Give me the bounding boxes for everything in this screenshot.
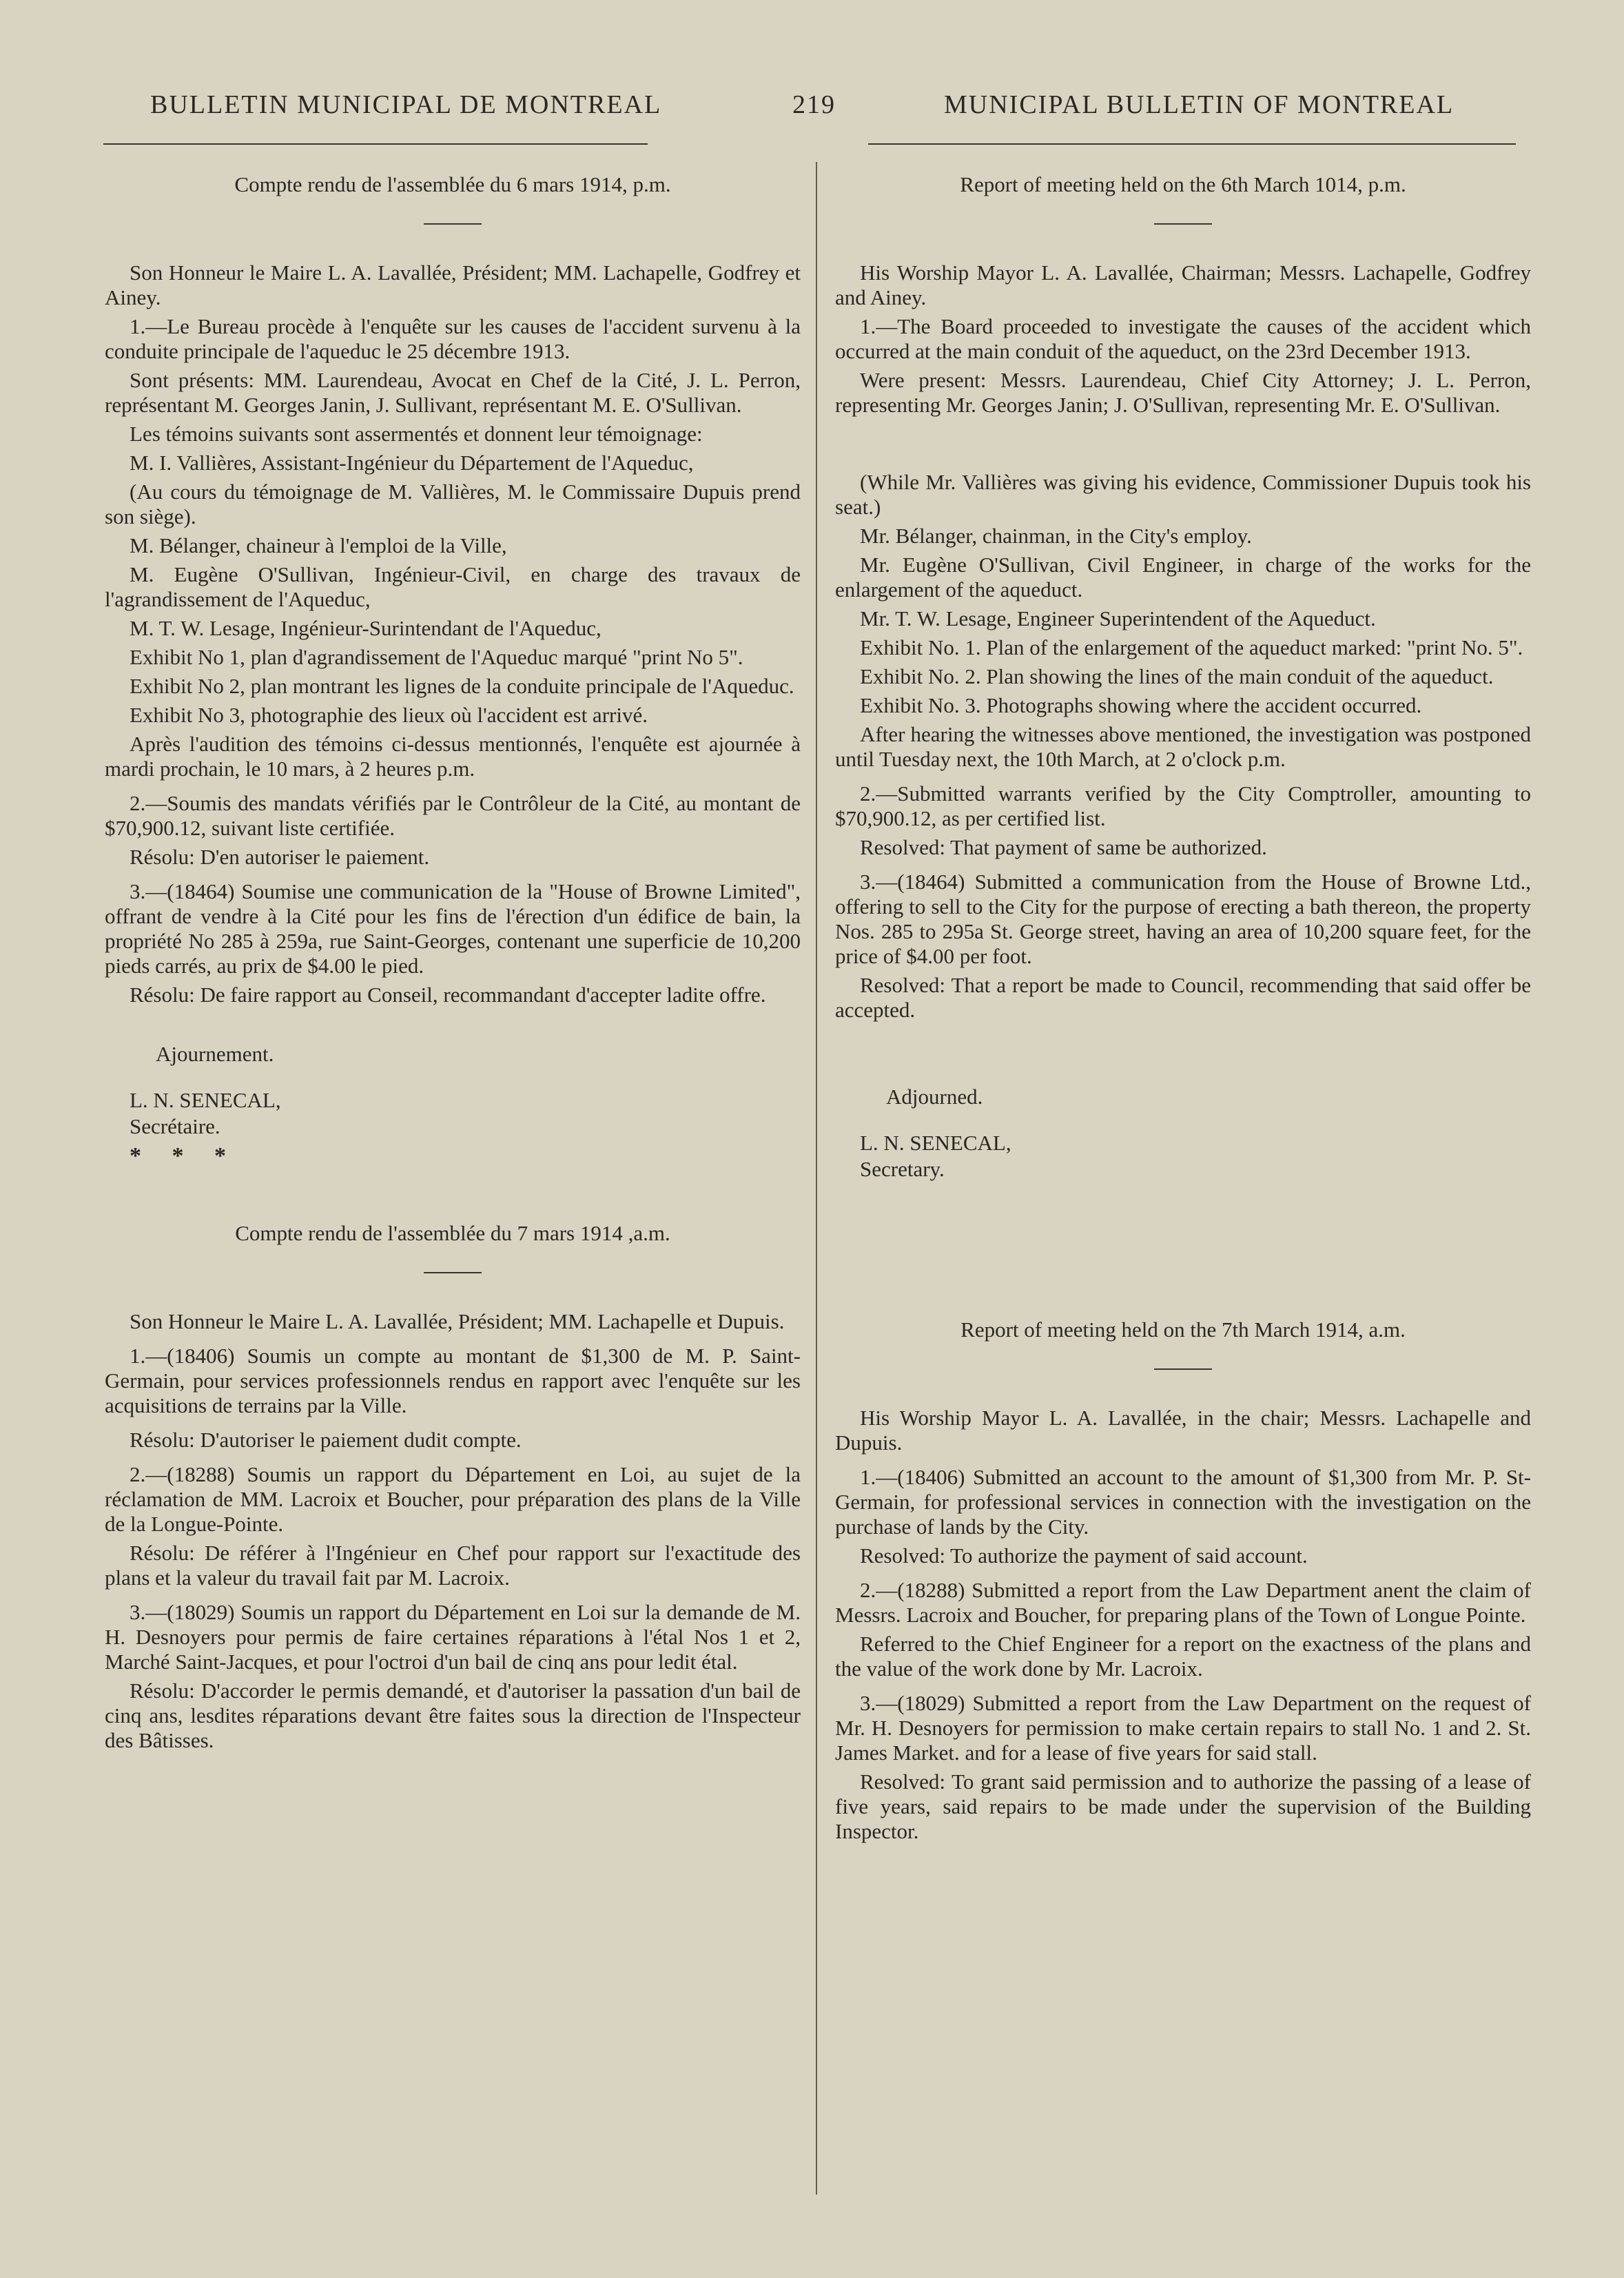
meeting-title-en-2: Report of meeting held on the 7th March 1914, a.m.	[960, 1317, 1406, 1342]
paragraph: Après l'audition des témoins ci-dessus mentionnés, l'enquête est ajournée à mardi prochain, le 10 mars, à 2 heures p.m.	[105, 732, 801, 781]
page-header	[0, 81, 1624, 123]
paragraph: Exhibit No. 2. Plan showing the lines of the main conduit of the aqueduct.	[860, 664, 1494, 688]
title-rule	[1154, 223, 1212, 225]
paragraph: His Worship Mayor L. A. Lavallée, in the chair; Messrs. Lachapelle and Dupuis.	[835, 1406, 1531, 1455]
paragraph: Mr. T. W. Lesage, Engineer Superintendent of the Aqueduct.	[860, 606, 1376, 630]
paragraph: 2.—Soumis des mandats vérifiés par le Contrôleur de la Cité, au montant de $70,900.12, suivant liste certifiée.	[105, 791, 801, 840]
signature-en	[835, 1130, 1531, 1182]
paragraph: 3.—(18029) Submitted a report from the Law Department on the request of Mr. H. Desnoyers for permission to make certain repairs to stall No. 1 and 2. St. James Market. and for a lease of five years for said stall.	[835, 1691, 1531, 1765]
signature-name: L. N. SENECAL,	[130, 1088, 281, 1112]
paragraph: Referred to the Chief Engineer for a report on the exactness of the plans and the value of the work done by Mr. Lacroix.	[835, 1632, 1531, 1681]
page-number: 219	[792, 90, 836, 119]
paragraph: Résolu: De faire rapport au Conseil, recommandant d'accepter ladite offre.	[130, 983, 766, 1007]
signature-role: Secretary.	[860, 1157, 945, 1181]
french-column	[105, 165, 801, 2198]
paragraph: Exhibit No. 1. Plan of the enlargement of the aqueduct marked: "print No. 5".	[860, 635, 1523, 659]
paragraph: Son Honneur le Maire L. A. Lavallée, Président; MM. Lachapelle et Dupuis.	[130, 1309, 785, 1333]
paragraph: 3.—(18464) Soumise une communication de la "House of Browne Limited", offrant de vendre à la Cité pour les fins de l'érection d'un édifice de bain, la propriété No 285 à 259a, rue Saint-Georges, contenant une superficie de 10,200 pieds carrés, au prix de $4.00 le pied.	[105, 879, 801, 978]
paragraph: Mr. Eugène O'Sullivan, Civil Engineer, in charge of the works for the enlargement of the aqueduct.	[835, 553, 1531, 602]
english-column	[835, 165, 1531, 2198]
meeting-title-fr-1: Compte rendu de l'assemblée du 6 mars 1914, p.m.	[234, 172, 671, 196]
paragraph: Résolu: D'accorder le permis demandé, et d'autoriser la passation d'un bail de cinq ans, lesdites réparations devant être faites sous la direction de l'Inspecteur des Bâtisses.	[105, 1679, 801, 1752]
header-rule-left	[103, 143, 648, 145]
paragraph: Were present: Messrs. Laurendeau, Chief City Attorney; J. L. Perron, representing Mr. Georges Janin; J. O'Sullivan, representing Mr. E. O'Sullivan.	[835, 368, 1531, 417]
paragraph: Resolved: That payment of same be authorized.	[860, 835, 1267, 859]
paragraph: 1.—(18406) Soumis un compte au montant de $1,300 de M. P. Saint-Germain, pour services professionnels rendus en rapport avec l'enquête sur les acquisitions de terrains par la Ville.	[105, 1344, 801, 1417]
paragraph: M. Bélanger, chaineur à l'emploi de la Ville,	[130, 533, 507, 557]
paragraph: Résolu: D'autoriser le paiement dudit compte.	[130, 1428, 522, 1452]
paragraph: Resolved: To authorize the payment of said account.	[860, 1543, 1308, 1568]
spacer	[835, 422, 1531, 470]
meeting-body-fr-1	[105, 260, 801, 1007]
header-right-title: MUNICIPAL BULLETIN OF MONTREAL	[944, 90, 1455, 119]
paragraph: 2.—(18288) Submitted a report from the Law Department anent the claim of Messrs. Lacroix and Boucher, for preparing plans of the Town of Longue Pointe.	[835, 1578, 1531, 1627]
paragraph: Résolu: D'en autoriser le paiement.	[130, 845, 430, 869]
signature-role: Secrétaire.	[130, 1114, 220, 1138]
paragraph: 1.—(18406) Submitted an account to the amount of $1,300 from Mr. P. St-Germain, for professional services in connection with the investigation on the purchase of lands by the City.	[835, 1465, 1531, 1539]
spacer	[105, 1173, 801, 1214]
section-separator: * * *	[130, 1143, 238, 1169]
paragraph: Sont présents: MM. Laurendeau, Avocat en Chef de la Cité, J. L. Perron, représentant M. Georges Janin, J. Sullivant, représentant M. E. O'Sullivan.	[105, 368, 801, 417]
paragraph: His Worship Mayor L. A. Lavallée, Chairman; Messrs. Lachapelle, Godfrey and Ainey.	[835, 260, 1531, 309]
paragraph: 3.—(18464) Submitted a communication from the House of Browne Ltd., offering to sell to the City for the purpose of erecting a bath thereon, the property Nos. 285 to 295a St. George street, having an area of 10,200 square feet, for the price of $4.00 per foot.	[835, 870, 1531, 968]
adjournment-en: Adjourned.	[886, 1085, 983, 1109]
column-divider	[816, 162, 817, 2195]
title-rule	[424, 1272, 482, 1273]
paragraph: (While Mr. Vallières was giving his evidence, Commissioner Dupuis took his seat.)	[835, 470, 1531, 519]
meeting-title-fr-2: Compte rendu de l'assemblée du 7 mars 1914 ,a.m.	[235, 1221, 670, 1245]
paragraph: Résolu: De référer à l'Ingénieur en Chef pour rapport sur l'exactitude des plans et la valeur du travail fait par M. Lacroix.	[105, 1541, 801, 1590]
adjournment-fr: Ajournement.	[156, 1042, 274, 1066]
paragraph: Son Honneur le Maire L. A. Lavallée, Président; MM. Lachapelle, Godfrey et Ainey.	[105, 260, 801, 309]
paragraph: Exhibit No 2, plan montrant les lignes de la conduite principale de l'Aqueduc.	[130, 674, 794, 698]
paragraph: Resolved: To grant said permission and to authorize the passing of a lease of five years, said repairs to be made under the supervision of the Building Inspector.	[835, 1769, 1531, 1843]
meeting-body-en-2	[835, 1406, 1531, 1844]
paragraph: M. Eugène O'Sullivan, Ingénieur-Civil, en charge des travaux de l'agrandissement de l'Aqueduc,	[105, 562, 801, 611]
signature-fr	[105, 1087, 801, 1140]
paragraph: 2.—(18288) Soumis un rapport du Département en Loi, au sujet de la réclamation de MM. Lacroix et Boucher, pour préparation des plans de la Ville de la Longue-Pointe.	[105, 1462, 801, 1536]
spacer	[835, 1187, 1531, 1311]
meeting-body-en-1	[835, 260, 1531, 1023]
paragraph: After hearing the witnesses above mentioned, the investigation was postponed until Tuesday next, the 10th March, at 2 o'clock p.m.	[835, 722, 1531, 771]
paragraph: 3.—(18029) Soumis un rapport du Département en Loi sur la demande de M. H. Desnoyers pour permis de faire certaines réparations à l'étal Nos 1 et 2, Marché Saint-Jacques, et pour l'octroi d'un bail de cinq ans pour ledit étal.	[105, 1600, 801, 1674]
paragraph: (Au cours du témoignage de M. Vallières, M. le Commissaire Dupuis prend son siège).	[105, 480, 801, 529]
header-rule-right	[868, 143, 1516, 145]
title-rule	[1154, 1368, 1212, 1370]
paragraph: 1.—Le Bureau procède à l'enquête sur les causes de l'accident survenu à la conduite principale de l'aqueduc le 25 décembre 1913.	[105, 314, 801, 363]
paragraph: Exhibit No 3, photographie des lieux où l'accident est arrivé.	[130, 703, 648, 727]
signature-name: L. N. SENECAL,	[860, 1131, 1011, 1155]
paragraph: 2.—Submitted warrants verified by the City Comptroller, amounting to $70,900.12, as per certified list.	[835, 781, 1531, 830]
paragraph: Resolved: That a report be made to Council, recommending that said offer be accepted.	[835, 973, 1531, 1022]
meeting-body-fr-2	[105, 1309, 801, 1753]
meeting-title-en-1: Report of meeting held on the 6th March 1014, p.m.	[960, 172, 1406, 196]
paragraph: M. T. W. Lesage, Ingénieur-Surintendant de l'Aqueduc,	[130, 616, 602, 640]
title-rule	[424, 223, 482, 225]
paragraph: Les témoins suivants sont assermentés et donnent leur témoignage:	[130, 422, 703, 446]
paragraph: Exhibit No 1, plan d'agrandissement de l'Aqueduc marqué "print No 5".	[130, 645, 743, 669]
paragraph: Mr. Bélanger, chainman, in the City's employ.	[860, 524, 1252, 548]
header-left-title: BULLETIN MUNICIPAL DE MONTREAL	[150, 90, 662, 119]
paragraph: 1.—The Board proceeded to investigate the causes of the accident which occurred at the main conduit of the aqueduct, on the 23rd December 1913.	[835, 314, 1531, 363]
paragraph: Exhibit No. 3. Photographs showing where the accident occurred.	[860, 693, 1422, 717]
paragraph: M. I. Vallières, Assistant-Ingénieur du Département de l'Aqueduc,	[130, 451, 694, 475]
